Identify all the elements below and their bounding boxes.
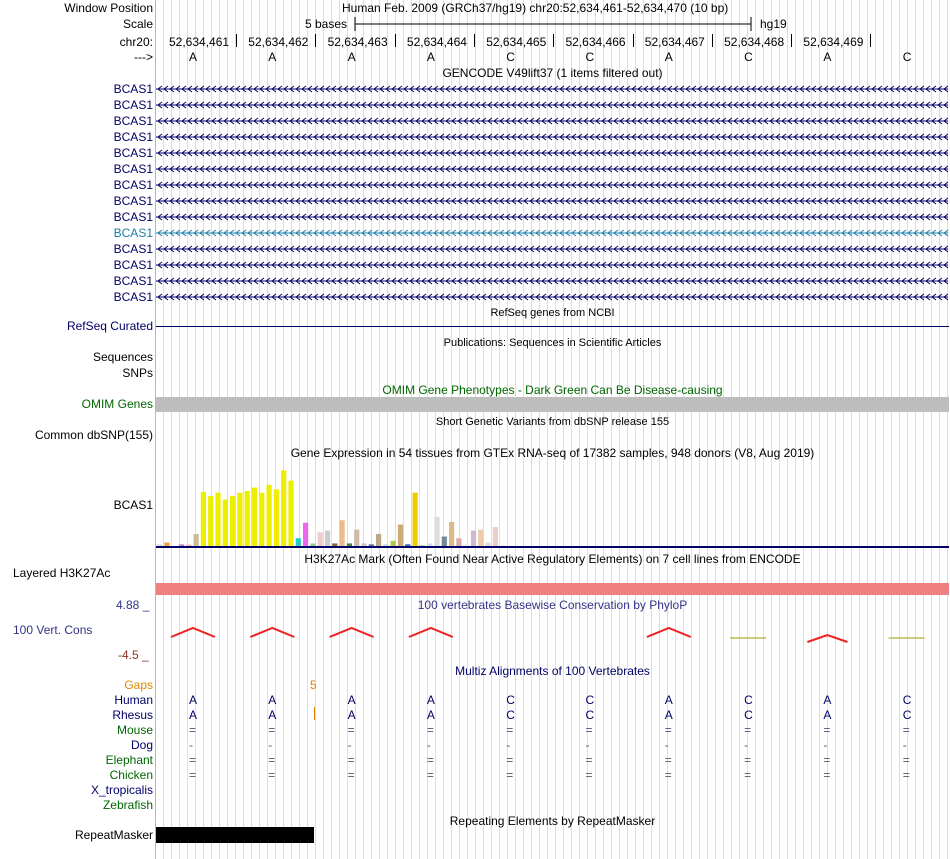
aligned-base: C <box>585 708 595 722</box>
aligned-base: = <box>268 723 276 737</box>
assembly-name: hg19 <box>760 17 787 31</box>
gtex-tissue-bar <box>179 544 184 546</box>
ruler-tick <box>315 34 316 47</box>
aligned-base: = <box>426 723 434 737</box>
ruler-tick <box>236 34 237 47</box>
strand-label: ---> <box>134 50 153 64</box>
gtex-tissue-bar <box>310 543 315 546</box>
refseq-track-label[interactable]: RefSeq Curated <box>66 319 153 333</box>
aligned-base: A <box>347 708 356 722</box>
aligned-base: = <box>506 768 514 782</box>
gtex-tissue-bar <box>478 530 483 546</box>
aligned-base: - <box>426 738 431 752</box>
aligned-base: C <box>585 693 595 707</box>
gtex-tissue-bar <box>252 488 257 546</box>
ruler-tick <box>870 34 871 47</box>
gtex-tissue-bar <box>245 491 250 546</box>
phylop-track-title: 100 vertebrates Basewise Conservation by PhyloP <box>417 598 688 612</box>
species-label[interactable]: Human <box>114 693 153 707</box>
aligned-base: - <box>902 738 907 752</box>
aligned-base: C <box>902 708 912 722</box>
reference-base: A <box>426 50 435 64</box>
aligned-base: = <box>823 753 831 767</box>
gtex-tissue-bar <box>318 532 323 546</box>
aligned-base: = <box>744 753 752 767</box>
repeatmasker-track-title: Repeating Elements by RepeatMasker <box>449 814 656 828</box>
gtex-tissue-bar <box>303 523 308 546</box>
h3k27ac-track-title: H3K27Ac Mark (Often Found Near Active Regulatory Elements) on 7 cell lines from ENCODE <box>304 552 801 566</box>
gap-marker <box>314 707 315 720</box>
reference-base: C <box>744 50 753 64</box>
aligned-base: - <box>506 738 511 752</box>
aligned-base: = <box>744 723 752 737</box>
reference-base: C <box>585 50 595 64</box>
gencode-gene-label[interactable]: BCAS1 <box>113 290 153 304</box>
gencode-gene-label[interactable]: BCAS1 <box>113 226 153 240</box>
repeat-element-bar[interactable] <box>156 827 314 843</box>
gencode-transcript[interactable] <box>156 195 948 207</box>
reference-base: C <box>506 50 515 64</box>
phylop-min-label: -4.5 _ <box>118 648 149 662</box>
aligned-base: A <box>426 708 435 722</box>
phylop-score <box>409 628 453 637</box>
dbsnp-track-title: Short Genetic Variants from dbSNP release 155 <box>435 416 670 428</box>
gtex-tissue-bar <box>398 525 403 547</box>
aligned-base: A <box>823 708 832 722</box>
gencode-gene-label[interactable]: BCAS1 <box>113 82 153 96</box>
gtex-tissue-bar <box>420 545 425 546</box>
gaps-label: Gaps <box>124 678 153 692</box>
gencode-gene-label[interactable]: BCAS1 <box>113 114 153 128</box>
gencode-transcript[interactable] <box>156 115 948 127</box>
omim-track-title: OMIM Gene Phenotypes - Dark Green Can Be Disease-causing <box>382 383 723 397</box>
gtex-tissue-bar <box>493 527 498 546</box>
aligned-base: - <box>189 738 193 752</box>
gtex-tissue-bar <box>194 534 199 546</box>
gtex-tissue-bar <box>376 534 381 546</box>
species-label[interactable]: Elephant <box>105 753 153 767</box>
aligned-base: = <box>585 753 593 767</box>
repeatmasker-track-label[interactable]: RepeatMasker <box>74 828 153 842</box>
phylop-score <box>250 628 294 637</box>
aligned-base: - <box>268 738 273 752</box>
chromosome-label: chr20: <box>119 35 153 49</box>
aligned-base: = <box>823 723 831 737</box>
aligned-base: = <box>664 768 672 782</box>
gencode-transcript[interactable] <box>156 131 948 143</box>
sequences-track-label[interactable]: Sequences <box>92 350 153 364</box>
aligned-base: A <box>426 693 435 707</box>
phylop-score <box>807 635 847 642</box>
gtex-tissue-bar <box>172 545 177 546</box>
gencode-transcript[interactable] <box>156 83 948 95</box>
gtex-tissue-bar <box>223 500 228 546</box>
ruler-position: 52,634,468 <box>724 35 785 49</box>
gtex-tissue-bar <box>413 493 418 546</box>
ruler-tick <box>791 34 792 47</box>
ruler-position: 52,634,467 <box>644 35 705 49</box>
gencode-transcript[interactable] <box>156 179 948 191</box>
phylop-wiggle[interactable] <box>156 610 949 660</box>
gtex-tissue-bar <box>230 496 235 546</box>
gtex-tissue-bar <box>267 485 272 546</box>
gtex-tissue-bar <box>456 538 461 546</box>
aligned-base: A <box>189 693 198 707</box>
gtex-tissue-bar <box>486 543 491 546</box>
gencode-gene-label[interactable]: BCAS1 <box>113 210 153 224</box>
gtex-tissue-bar <box>464 544 469 546</box>
gencode-gene-label[interactable]: BCAS1 <box>113 178 153 192</box>
h3k27ac-signal-bar[interactable] <box>156 583 949 595</box>
gap-size: 5 <box>310 678 317 692</box>
aligned-base: = <box>902 753 910 767</box>
gtex-tissue-bar <box>288 481 293 546</box>
phylop-max-label: 4.88 _ <box>116 598 150 612</box>
gencode-transcript[interactable] <box>156 211 948 223</box>
gtex-tissue-bar <box>383 544 388 546</box>
aligned-base: A <box>664 693 673 707</box>
phylop-score <box>330 628 374 637</box>
gencode-transcript[interactable] <box>156 259 948 271</box>
gencode-gene-label[interactable]: BCAS1 <box>113 274 153 288</box>
h3k27ac-track-label[interactable]: Layered H3K27Ac <box>13 566 111 580</box>
aligned-base: = <box>347 723 355 737</box>
species-label[interactable]: X_tropicalis <box>90 783 153 797</box>
aligned-base: = <box>585 723 593 737</box>
gtex-tissue-bar <box>201 492 206 546</box>
scale-value: 5 bases <box>305 17 348 31</box>
gtex-tissue-bar <box>237 493 242 546</box>
reference-base: C <box>902 50 912 64</box>
species-label[interactable]: Dog <box>130 738 153 752</box>
gtex-tissue-bar <box>500 545 505 546</box>
ruler-tick <box>633 34 634 47</box>
gtex-tissue-bar <box>354 530 359 546</box>
aligned-base: = <box>902 768 910 782</box>
dbsnp-track-label[interactable]: Common dbSNP(155) <box>34 428 153 442</box>
scale-label: Scale <box>122 17 153 31</box>
phylop-score <box>171 628 215 637</box>
reference-base: A <box>268 50 277 64</box>
omim-track-label[interactable]: OMIM Genes <box>81 397 153 411</box>
gencode-gene-label[interactable]: BCAS1 <box>113 98 153 112</box>
gencode-transcript[interactable] <box>156 147 948 159</box>
gtex-tissue-bar <box>427 543 432 546</box>
aligned-base: = <box>268 753 276 767</box>
scale-bar <box>354 16 754 32</box>
aligned-base: = <box>347 768 355 782</box>
gtex-tissue-bar <box>215 493 220 546</box>
species-label[interactable]: Rhesus <box>112 708 153 722</box>
gtex-tissue-bar <box>186 545 191 546</box>
gtex-tissue-bar <box>274 489 279 546</box>
track-label-divider <box>155 0 156 859</box>
ruler-position: 52,634,461 <box>169 35 230 49</box>
aligned-base: A <box>664 708 673 722</box>
gtex-tissue-bar <box>164 543 169 546</box>
aligned-base: A <box>347 693 356 707</box>
aligned-base: C <box>506 693 515 707</box>
gtex-bar-chart[interactable] <box>156 460 949 548</box>
gencode-gene-label[interactable]: BCAS1 <box>113 242 153 256</box>
aligned-base: = <box>744 768 752 782</box>
gtex-tissue-bar <box>208 496 213 546</box>
gtex-tissue-bar <box>340 520 345 546</box>
gtex-tissue-bar <box>361 543 366 546</box>
gtex-tissue-bar <box>442 537 447 546</box>
aligned-base: = <box>823 768 831 782</box>
ruler-position: 52,634,466 <box>565 35 626 49</box>
aligned-base: C <box>744 708 753 722</box>
gencode-transcript[interactable] <box>156 163 948 175</box>
gencode-gene-label[interactable]: BCAS1 <box>113 194 153 208</box>
gtex-tissue-bar <box>325 531 330 546</box>
gtex-tissue-bar <box>434 517 439 546</box>
aligned-base: A <box>823 693 832 707</box>
gencode-gene-label[interactable]: BCAS1 <box>113 162 153 176</box>
aligned-base: = <box>426 753 434 767</box>
gtex-tissue-bar <box>449 522 454 546</box>
gtex-tissue-bar <box>259 493 264 546</box>
species-label[interactable]: Chicken <box>109 768 153 782</box>
aligned-base: - <box>823 738 828 752</box>
ruler-position: 52,634,463 <box>327 35 388 49</box>
aligned-base: A <box>268 693 277 707</box>
reference-base: A <box>189 50 198 64</box>
species-label[interactable]: Mouse <box>116 723 153 737</box>
omim-gene-bar[interactable] <box>156 397 949 412</box>
aligned-base: A <box>189 708 198 722</box>
aligned-base: = <box>585 768 593 782</box>
aligned-base: = <box>902 723 910 737</box>
gencode-gene-label[interactable]: BCAS1 <box>113 130 153 144</box>
ruler-position: 52,634,465 <box>486 35 547 49</box>
gencode-transcript[interactable] <box>156 243 948 255</box>
aligned-base: = <box>189 723 197 737</box>
refseq-gene-line <box>156 326 949 327</box>
ruler-position: 52,634,464 <box>406 35 467 49</box>
gencode-track-title: GENCODE V49lift37 (1 items filtered out) <box>442 66 663 80</box>
ruler-position: 52,634,462 <box>248 35 309 49</box>
gtex-tissue-bar <box>471 531 476 546</box>
aligned-base: - <box>664 738 669 752</box>
aligned-base: = <box>506 753 514 767</box>
ruler-tick <box>553 34 554 47</box>
species-label[interactable]: Zebrafish <box>102 798 153 812</box>
gencode-gene-label[interactable]: BCAS1 <box>113 258 153 272</box>
aligned-base: = <box>347 753 355 767</box>
multiz-track-title: Multiz Alignments of 100 Vertebrates <box>455 664 650 678</box>
ruler-tick <box>712 34 713 47</box>
gtex-tissue-bar <box>332 543 337 546</box>
aligned-base: = <box>268 768 276 782</box>
ruler-tick <box>395 34 396 47</box>
gtex-tissue-bar <box>296 538 301 546</box>
gencode-gene-label[interactable]: BCAS1 <box>113 146 153 160</box>
phylop-score <box>647 628 691 637</box>
reference-base: A <box>664 50 673 64</box>
aligned-base: - <box>585 738 590 752</box>
ruler-tick <box>474 34 475 47</box>
gencode-transcript[interactable] <box>156 99 948 111</box>
aligned-base: = <box>664 723 672 737</box>
gencode-transcript[interactable] <box>156 291 948 303</box>
window-position-value: Human Feb. 2009 (GRCh37/hg19) chr20:52,634,461-52,634,470 (10 bp) <box>342 1 729 15</box>
aligned-base: = <box>426 768 434 782</box>
gtex-tissue-bar <box>347 543 352 546</box>
aligned-base: C <box>506 708 515 722</box>
snps-track-label[interactable]: SNPs <box>122 366 153 380</box>
gtex-tissue-bar <box>157 544 162 546</box>
phylop-track-label[interactable]: 100 Vert. Cons <box>13 623 93 637</box>
aligned-base: - <box>347 738 352 752</box>
aligned-base: C <box>902 693 912 707</box>
reference-base: A <box>347 50 356 64</box>
window-position-label: Window Position <box>64 1 153 15</box>
aligned-base: - <box>744 738 749 752</box>
gtex-tissue-bar <box>405 544 410 546</box>
aligned-base: = <box>189 753 197 767</box>
gencode-transcript[interactable] <box>156 275 948 287</box>
refseq-track-title: RefSeq genes from NCBI <box>490 307 615 319</box>
gtex-tissue-bar <box>369 544 374 546</box>
publications-track-title: Publications: Sequences in Scientific Articles <box>443 337 662 349</box>
reference-base: A <box>823 50 832 64</box>
gencode-transcript[interactable] <box>156 227 948 239</box>
gtex-tissue-bar <box>391 541 396 546</box>
gtex-tissue-bar <box>281 470 286 546</box>
aligned-base: A <box>268 708 277 722</box>
ruler-position: 52,634,469 <box>803 35 864 49</box>
gtex-track-label[interactable]: BCAS1 <box>113 498 153 512</box>
aligned-base: C <box>744 693 753 707</box>
aligned-base: = <box>664 753 672 767</box>
aligned-base: = <box>189 768 197 782</box>
gtex-track-title: Gene Expression in 54 tissues from GTEx RNA-seq of 17382 samples, 948 donors (V8, Aug 2019) <box>290 446 815 460</box>
aligned-base: = <box>506 723 514 737</box>
